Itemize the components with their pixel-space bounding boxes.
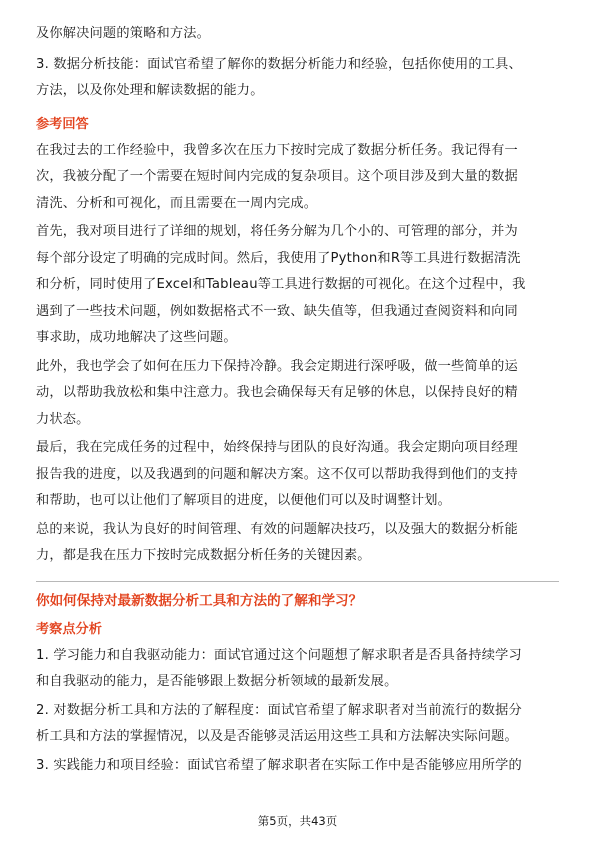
text-line: 3. 实践能力和项目经验：面试官希望了解求职者在实际工作中是否能够应用所学的	[36, 757, 522, 773]
text-line: 最后，我在完成任务的过程中，始终保持与团队的良好沟通。我会定期向项目经理	[36, 440, 518, 455]
question-heading: 你如何保持对最新数据分析工具和方法的了解和学习？	[36, 592, 363, 609]
text-line: 2. 对数据分析工具和方法的了解程度：面试官希望了解求职者对当前流行的数据分	[36, 702, 522, 718]
page-number-footer: 第5页，共43页	[257, 814, 338, 828]
text-line: 及你解决问题的策略和方法。	[36, 26, 211, 41]
text-line: 力，都是我在压力下按时完成数据分析任务的关键因素。	[36, 548, 371, 563]
text-line: 次，我被分配了一个需要在短时间内完成的复杂项目。这个项目涉及到大量的数据	[36, 169, 518, 184]
text-line: 1. 学习能力和自我驱动能力：面试官通过这个问题想了解求职者是否具备持续学习	[36, 647, 522, 663]
page-content	[36, 0, 559, 779]
text-line: 3. 数据分析技能：面试官希望了解你的数据分析能力和经验，包括你使用的工具、	[36, 56, 522, 72]
analysis-heading: 考察点分析	[36, 621, 102, 637]
text-line: 事求助，成功地解决了这些问题。	[36, 330, 237, 345]
section-divider	[36, 581, 559, 582]
text-line: 每个部分设定了明确的完成时间。然后，我使用了Python和R等工具进行数据清洗	[36, 250, 521, 266]
text-line: 和自我驱动的能力，是否能够跟上数据分析领域的最新发展。	[36, 674, 398, 689]
text-line: 报告我的进度，以及我遇到的问题和解决方案。这不仅可以帮助我得到他们的支持	[36, 466, 518, 482]
text-line: 首先，我对项目进行了详细的规划，将任务分解为几个小的、可管理的部分，并为	[36, 224, 518, 239]
text-line: 析工具和方法的掌握情况，以及是否能够灵活运用这些工具和方法解决实际问题。	[36, 729, 518, 744]
text-line: 动，以帮助我放松和集中注意力。我也会确保每天有足够的休息，以保持良好的精	[36, 385, 518, 400]
text-line: 和分析，同时使用了Excel和Tableau等工具进行数据的可视化。在这个过程中，我	[36, 277, 526, 292]
reference-answer-heading: 参考回答	[36, 116, 89, 132]
text-line: 和帮助，也可以让他们了解项目的进度，以便他们可以及时调整计划。	[36, 493, 452, 508]
text-line: 总的来说，我认为良好的时间管理、有效的问题解决技巧，以及强大的数据分析能	[36, 521, 518, 537]
text-line: 在我过去的工作经验中，我曾多次在压力下按时完成了数据分析任务。我记得有一	[36, 142, 518, 158]
analysis-section	[36, 643, 559, 780]
intro-section	[36, 21, 559, 105]
text-line: 方法，以及你处理和解读数据的能力。	[36, 83, 264, 98]
text-line: 遇到了一些技术问题，例如数据格式不一致、缺失值等，但我通过查阅资料和向同	[36, 303, 518, 319]
answer-section	[36, 138, 559, 570]
text-line: 力状态。	[36, 411, 90, 427]
text-line: 此外，我也学会了如何在压力下保持冷静。我会定期进行深呼吸，做一些简单的运	[36, 358, 518, 374]
text-line: 清洗、分析和可视化，而且需要在一周内完成。	[36, 195, 318, 211]
